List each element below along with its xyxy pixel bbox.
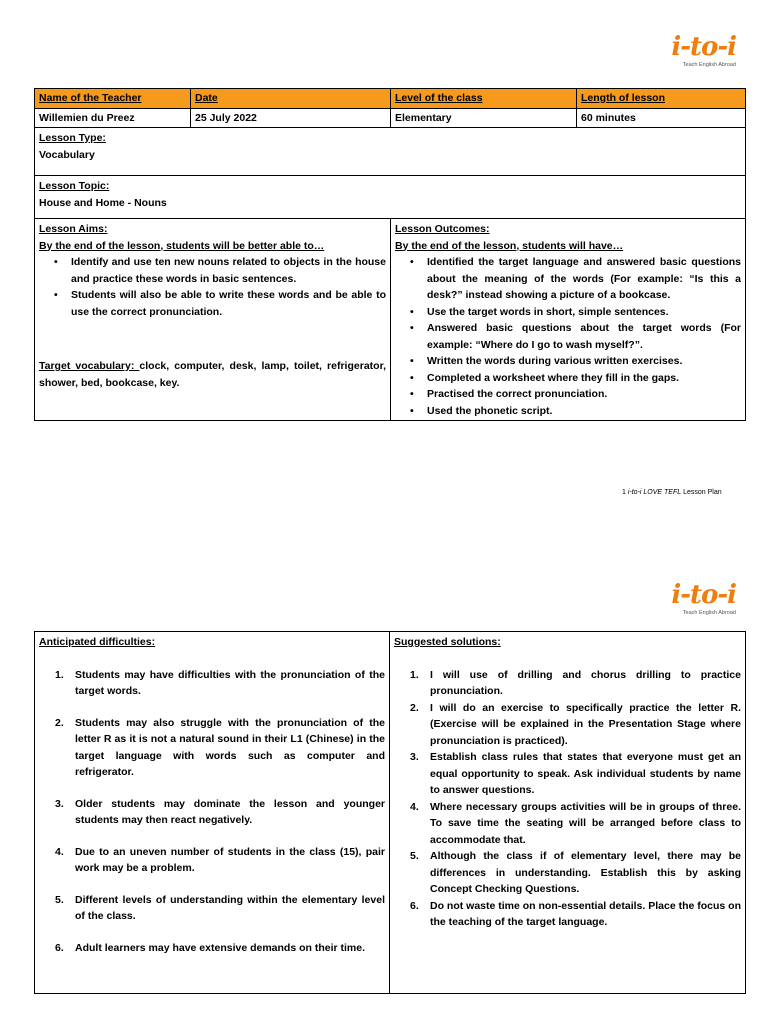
difficulty-item: 2. Students may also struggle with the pronunciation of the letter R as it is not a natural sound in their L1 (Chinese) in the target language with words such as computer and refrigerator. xyxy=(55,716,385,778)
page-footer xyxy=(622,488,722,497)
solution-item: 6. Do not waste time on non-essential details. Place the focus on the teaching of the target language. xyxy=(410,899,741,928)
header-row xyxy=(35,89,746,109)
solution-item: 1. I will use of drilling and chorus drilling to practice pronunciation. xyxy=(410,668,741,697)
teacher-name: Willemien du Preez xyxy=(35,108,191,128)
difficulty-item: 6. Adult learners may have extensive demands on their time. xyxy=(55,941,366,954)
difficulty-item: 5. Different levels of understanding within the elementary level of the class. xyxy=(55,893,385,922)
values-row xyxy=(35,108,746,128)
difficulties-list xyxy=(39,667,385,957)
logo-wordmark: i-to-i xyxy=(671,32,736,62)
lesson-outcomes-label: Lesson Outcomes: xyxy=(395,223,490,235)
difficulty-item: 4. Due to an uneven number of students in the class (15), pair work may be a problem. xyxy=(55,845,385,874)
lesson-topic-label: Lesson Topic: xyxy=(39,180,110,192)
page-number: 1 xyxy=(622,489,628,496)
lesson-type-value: Vocabulary xyxy=(39,148,95,161)
lesson-outcomes-cell xyxy=(391,219,746,421)
header-date: Date xyxy=(191,89,391,109)
lesson-aims-list xyxy=(39,254,386,320)
outcome-item: • Practised the correct pronunciation. xyxy=(427,386,741,403)
difficulties-label: Anticipated difficulties: xyxy=(39,636,156,648)
outcome-item: • Completed a worksheet where they fill in the gaps. xyxy=(427,370,741,387)
outcome-item: • Identified the target language and answered basic questions about the meaning of the words (For example: “Is this a desk?” instead showing a picture of a bookcase. xyxy=(427,254,741,304)
lesson-plan-table xyxy=(34,88,746,421)
solutions-list xyxy=(394,667,741,931)
lesson-aims-label: Lesson Aims: xyxy=(39,223,108,235)
logo-tagline: Teach English Abroad xyxy=(682,610,736,616)
target-vocabulary-label: Target vocabulary: xyxy=(39,360,140,372)
lesson-outcomes-intro: By the end of the lesson, students will have… xyxy=(395,239,624,252)
solution-item: 2. I will do an exercise to specifically practice the letter R. (Exercise will be explained in the Presentation Stage where pronunciation is practiced). xyxy=(410,701,741,747)
solution-item: 5. Although the class if of elementary level, there may be differences in understanding. Establish this by asking Concept Checking Questions. xyxy=(410,850,741,895)
lesson-type-label: Lesson Type: xyxy=(39,132,106,144)
anticipated-difficulties-cell xyxy=(35,632,390,994)
logo-wordmark: i-to-i xyxy=(671,580,736,610)
difficulties-table xyxy=(34,631,746,994)
lesson-aims-cell xyxy=(35,219,391,421)
difficulties-row xyxy=(35,632,746,994)
footer-text: Lesson Plan xyxy=(681,489,722,496)
header-length: Length of lesson xyxy=(577,89,746,109)
solution-item: 4. Where necessary groups activities will be in groups of three. To save time the seating will be arranged before class to accommodate that. xyxy=(410,800,741,846)
solution-item: 3. Establish class rules that states that everyone must get an equal opportunity to speak. Ask individual students by name to answer questions. xyxy=(410,751,741,796)
lesson-topic-row xyxy=(35,176,746,219)
lesson-date: 25 July 2022 xyxy=(191,108,391,128)
lesson-length: 60 minutes xyxy=(577,108,746,128)
lesson-type-row xyxy=(35,128,746,176)
outcome-item: • Used the phonetic script. xyxy=(427,403,741,420)
outcome-item: • Answered basic questions about the target words (For example: “Where do I go to wash myself?”. xyxy=(427,320,741,353)
lesson-outcomes-list xyxy=(395,254,741,419)
suggested-solutions-cell xyxy=(390,632,746,994)
target-vocabulary xyxy=(39,358,386,391)
outcome-item: • Use the target words in short, simple sentences. xyxy=(427,304,741,321)
logo-tagline: Teach English Abroad xyxy=(682,62,736,68)
target-vocabulary-words: clock, computer, desk, lamp, toilet, refrigerator, shower, bed, bookcase, key. xyxy=(39,360,386,389)
brand-logo xyxy=(650,34,736,69)
header-teacher: Name of the Teacher xyxy=(35,89,191,109)
footer-brand: i-to-i LOVE TEFL xyxy=(627,489,682,496)
brand-logo-page2 xyxy=(650,582,736,617)
aim-item: • Students will also be able to write these words and be able to use the correct pronunciation. xyxy=(71,287,386,320)
aims-outcomes-row xyxy=(35,219,746,421)
class-level: Elementary xyxy=(391,108,577,128)
aim-item: • Identify and use ten new nouns related to objects in the house and practice these words in basic sentences. xyxy=(71,254,386,287)
difficulty-item: 3. Older students may dominate the lesson and younger students may then react negatively. xyxy=(55,797,385,826)
lesson-aims-intro: By the end of the lesson, students will be better able to… xyxy=(39,239,325,252)
difficulty-item: 1. Students may have difficulties with the pronunciation of the target words. xyxy=(55,668,385,697)
outcome-item: • Written the words during various written exercises. xyxy=(427,353,741,370)
solutions-label: Suggested solutions: xyxy=(394,636,501,648)
header-level: Level of the class xyxy=(391,89,577,109)
lesson-topic-value: House and Home - Nouns xyxy=(39,196,167,209)
